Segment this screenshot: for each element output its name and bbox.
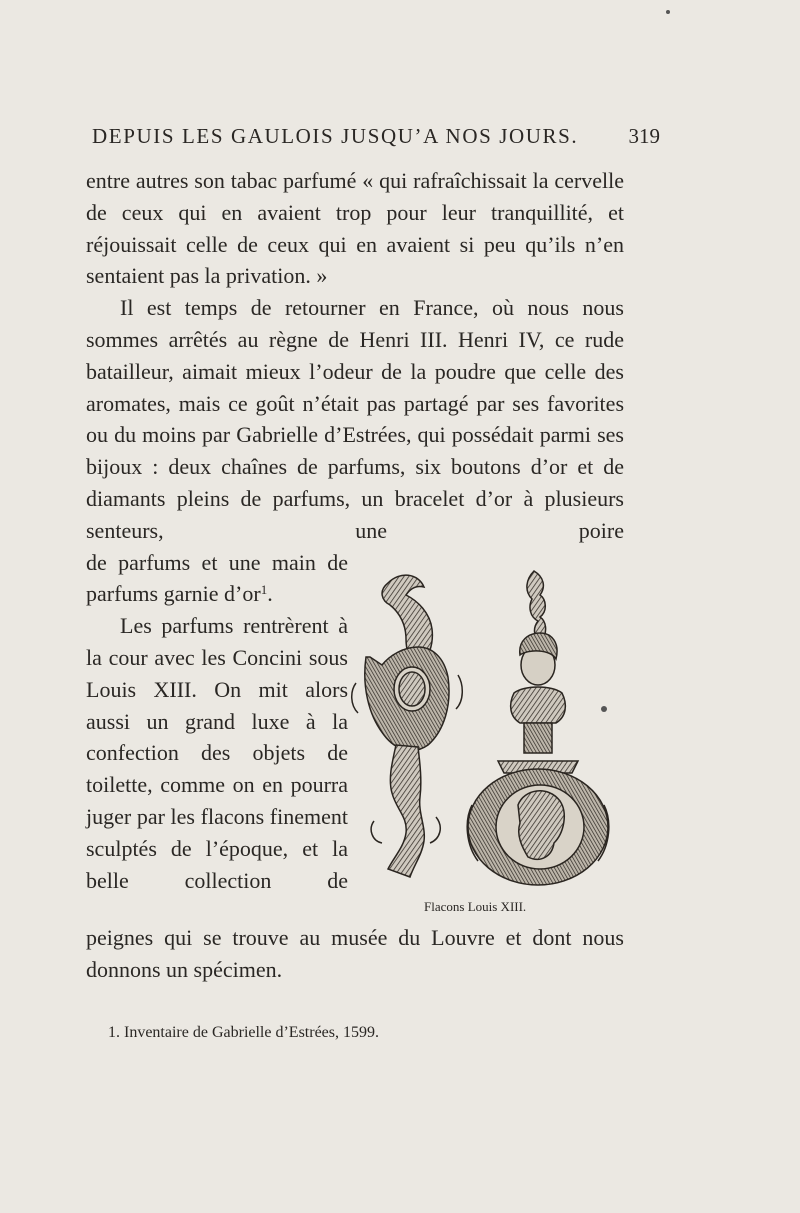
- text-after-figure: [86, 922, 624, 986]
- footnote-number: 1.: [108, 1024, 120, 1041]
- left-flacon: [352, 575, 463, 877]
- flacon-engraving-icon: [348, 565, 620, 895]
- paragraph-2: Il est temps de retourner en France, où nous nous sommes arrêtés au règne de Henri III. Henri IV, ce rude batailleur, aimait mieux l’odeur de la poudre que celle des aromates, mais ce goût n’était pas partagé par ses favorites ou du moins par Gabrielle d’Estrées, qui possédait parmi ses bijoux : deux chaînes de parfums, six boutons d’or et de diamants pleins de parfums, un bracelet d’or à plusieurs senteurs, une poire: [86, 295, 624, 543]
- footnote-reference: 1: [260, 582, 268, 598]
- paragraph-3: Les parfums rentrèrent à la cour avec les Concini sous Louis XIII. On mit alors aussi un grand luxe à la confection des objets de toilette, comme on en pourra juger par les flacons finement sculptés de l’époque, et la belle collection de: [86, 613, 348, 893]
- paragraph-3-continued: peignes qui se trouve au musée du Louvre et dont nous donnons un spécimen.: [86, 925, 624, 982]
- wrapped-text-column: [86, 547, 348, 897]
- paragraph-2-end: .: [267, 581, 273, 607]
- footnote: [108, 1024, 379, 1042]
- paper-speck: [666, 10, 670, 14]
- running-header: [92, 124, 660, 149]
- paragraph-2-wrap-text: de parfums et une main de parfums garnie d’or: [86, 549, 348, 607]
- page-number: 319: [628, 124, 660, 148]
- paper-speck: [601, 706, 607, 712]
- right-flacon: [467, 571, 609, 885]
- flacons-illustration: [348, 565, 620, 920]
- paragraph-2-continued: [86, 547, 348, 611]
- footnote-text: Inventaire de Gabrielle d’Estrées, 1599.: [124, 1024, 380, 1041]
- figure-caption: Flacons Louis XIII.: [424, 899, 527, 914]
- paragraph-1: entre autres son tabac parfumé « qui rafraîchissait la cervelle de ceux qui en avaient trop pour leur tranquillité, et réjouissait celle de ceux qui en avaient si peu qu’ils n’en sentaient pas la privation. »: [86, 168, 624, 289]
- header-title: DEPUIS LES GAULOIS JUSQU’A NOS JOURS.: [92, 124, 579, 148]
